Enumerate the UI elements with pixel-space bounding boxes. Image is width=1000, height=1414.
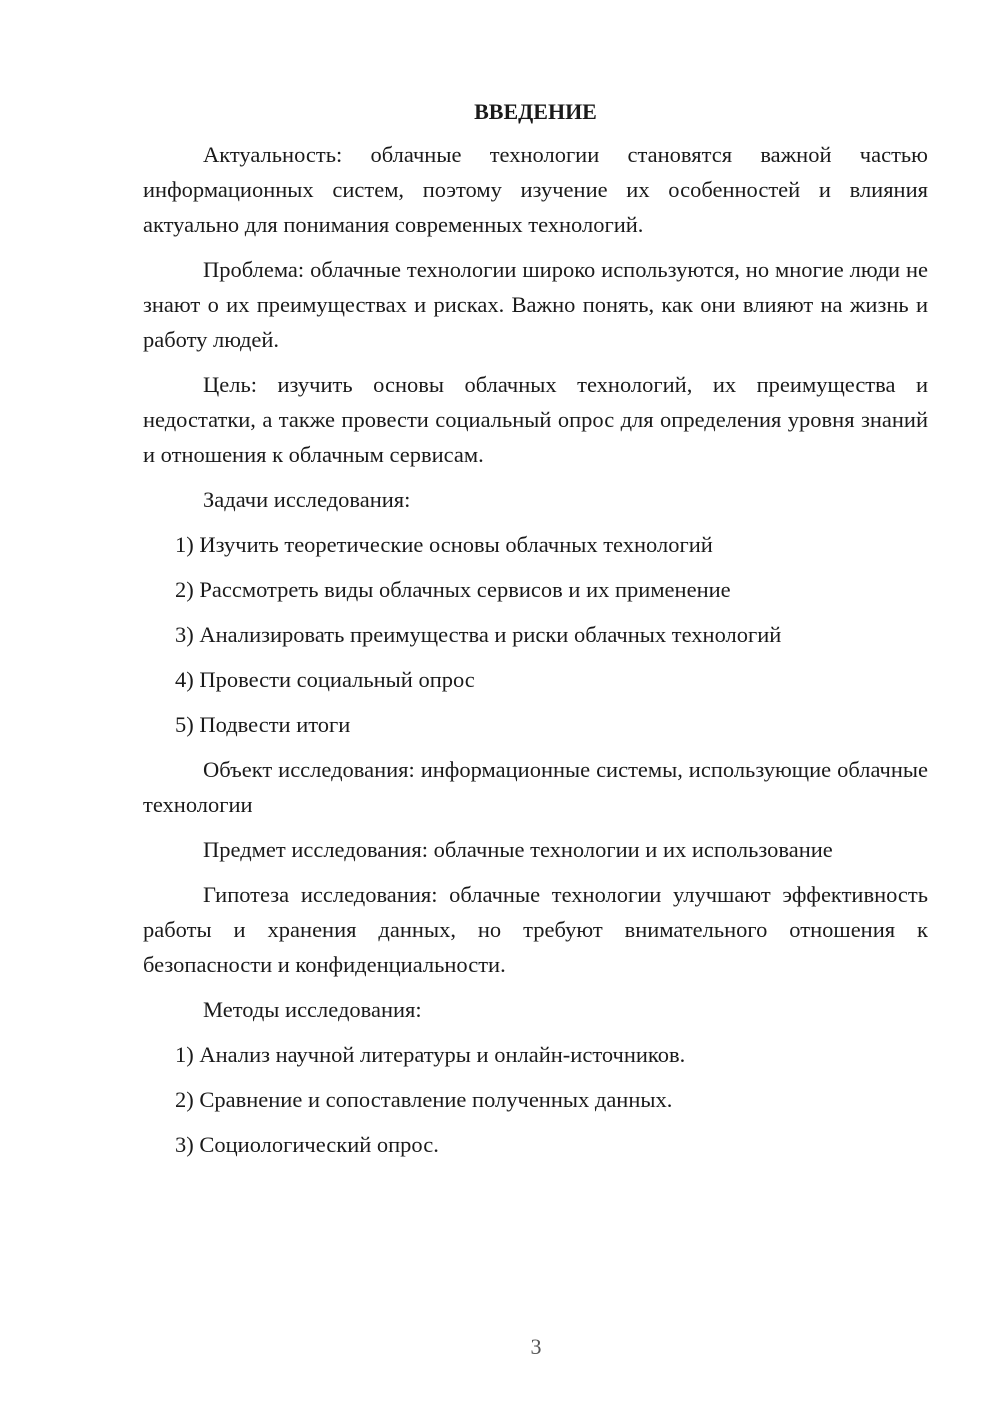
task-item: 2) Рассмотреть виды облачных сервисов и их применение xyxy=(175,577,731,602)
methods-heading: Методы исследования: xyxy=(203,997,422,1022)
method-item: 2) Сравнение и сопоставление полученных данных. xyxy=(175,1087,673,1112)
method-item: 1) Анализ научной литературы и онлайн-источников. xyxy=(175,1042,686,1067)
method-item: 3) Социологический опрос. xyxy=(175,1132,439,1157)
problem-paragraph: Проблема: облачные технологии широко используются, но многие люди не знают о их преимуществах и рисках. Важно понять, как они влияют на жизнь и работу людей. xyxy=(143,257,928,352)
document-body xyxy=(143,97,928,1172)
object-paragraph: Объект исследования: информационные системы, использующие облачные технологии xyxy=(143,757,928,817)
tasks-heading: Задачи исследования: xyxy=(203,487,411,512)
relevance-paragraph: Актуальность: облачные технологии становятся важной частью информационных систем, поэтому изучение их особенностей и влияния актуально для понимания современных технологий. xyxy=(143,142,928,237)
task-item: 3) Анализировать преимущества и риски облачных технологий xyxy=(175,622,782,647)
subject-paragraph: Предмет исследования: облачные технологии и их использование xyxy=(203,837,833,862)
goal-paragraph: Цель: изучить основы облачных технологий, их преимущества и недостатки, а также провести социальный опрос для определения уровня знаний и отношения к облачным сервисам. xyxy=(143,372,928,467)
section-title: ВВЕДЕНИЕ xyxy=(474,99,597,124)
task-item: 5) Подвести итоги xyxy=(175,712,351,737)
hypothesis-paragraph: Гипотеза исследования: облачные технологии улучшают эффективность работы и хранения данных, но требуют внимательного отношения к безопасности и конфиденциальности. xyxy=(143,882,928,977)
task-item: 4) Провести социальный опрос xyxy=(175,667,475,692)
task-item: 1) Изучить теоретические основы облачных технологий xyxy=(175,532,713,557)
page-number: 3 xyxy=(530,1334,542,1359)
